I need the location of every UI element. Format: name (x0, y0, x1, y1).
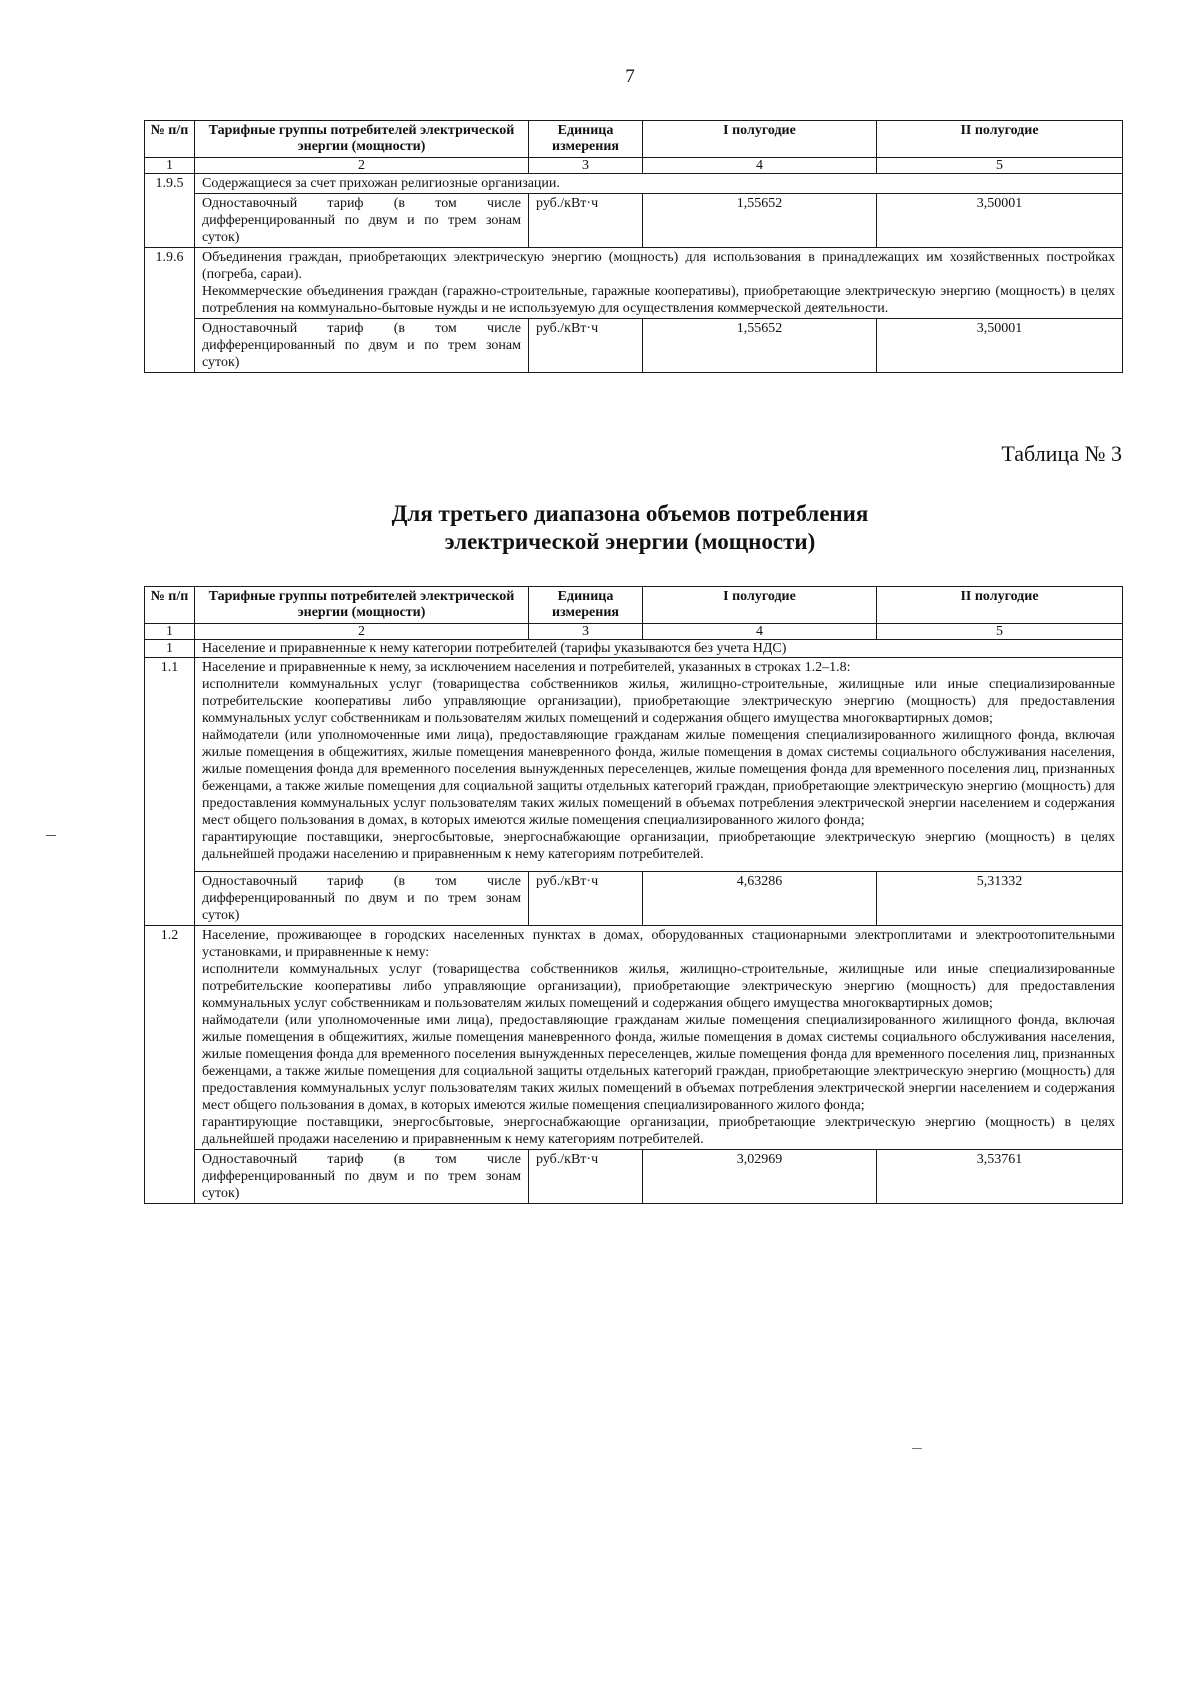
row-number: 1.2 (145, 926, 195, 1204)
header-half1: I полугодие (643, 121, 877, 158)
unit-value: руб./кВт·ч (529, 872, 643, 926)
description-paragraph: гарантирующие поставщики, энергосбытовые, энергоснабжающие организации, приобретающие электрическую энергию (мощность) в целях дальнейшей продажи населению и приравненным к нему категориям потребителей. (202, 1115, 1115, 1147)
column-index: 5 (877, 158, 1123, 174)
header-half1: I полугодие (643, 587, 877, 624)
column-index: 2 (195, 158, 529, 174)
table-row (145, 640, 1123, 658)
column-index-row (145, 624, 1123, 640)
row-description (195, 926, 1123, 1150)
description-paragraph: исполнители коммунальных услуг (товарищества собственников жилья, жилищно-строительные, жилищные или иные специализированные потребительские кооперативы либо управляющие организации), приобретающие электрическую энергию (мощность) для предоставления коммунальных услуг собственникам и пользователям жилых помещений и содержания общего имущества многоквартирных домов; (202, 962, 1115, 1011)
row-description: Содержащиеся за счет прихожан религиозные организации. (195, 174, 1123, 194)
unit-value: руб./кВт·ч (529, 319, 643, 373)
table-row (145, 926, 1123, 1150)
half1-value: 3,02969 (643, 1150, 877, 1204)
header-num: № п/п (145, 587, 195, 624)
half1-value: 1,55652 (643, 319, 877, 373)
tariff-label: Одноставочный тариф (в том числе дифференцированный по двум и по трем зонам суток) (195, 1150, 529, 1204)
table-row (145, 248, 1123, 319)
tariff-table-third-range (144, 586, 1123, 1204)
section-title-line: Для третьего диапазона объемов потребления (391, 501, 869, 526)
tariff-label: Одноставочный тариф (в том числе дифференцированный по двум и по трем зонам суток) (195, 194, 529, 248)
header-group: Тарифные группы потребителей электрической энергии (мощности) (195, 121, 529, 158)
unit-value: руб./кВт·ч (529, 1150, 643, 1204)
description-paragraph: гарантирующие поставщики, энергосбытовые, энергоснабжающие организации, приобретающие электрическую энергию (мощность) в целях дальнейшей продажи населению и приравненным к нему категориям потребителей. (202, 830, 1115, 862)
description-paragraph: наймодатели (или уполномоченные ими лица), предоставляющие гражданам жилые помещения специализированного жилищного фонда, включая жилые помещения в общежитиях, жилые помещения маневренного фонда, жилые помещения в домах системы социального обслуживания населения, жилые помещения фонда для временного поселения вынужденных переселенцев, жилые помещения фонда для временного поселения лиц, признанных беженцами, а также жилые помещения для социальной защиты отдельных категорий граждан, приобретающие электрическую энергию (мощность) для предоставления коммунальных услуг пользователям таких жилых помещений в объемах потребления электрической энергии населением и содержания мест общего пользования в домах, в которых имеются жилые помещения специализированного жилого фонда; (202, 728, 1115, 828)
table-row (145, 194, 1123, 248)
row-description (195, 248, 1123, 319)
header-unit: Единица измерения (529, 587, 643, 624)
half1-value: 4,63286 (643, 872, 877, 926)
half2-value: 3,50001 (877, 194, 1123, 248)
description-paragraph: Некоммерческие объединения граждан (гаражно-строительные, гаражные кооперативы), приобретающие электрическую энергию (мощность) в целях потребления на коммунально-бытовые нужды и не используемую для осуществления коммерческой деятельности. (202, 284, 1115, 316)
tariff-label: Одноставочный тариф (в том числе дифференцированный по двум и по трем зонам суток) (195, 872, 529, 926)
column-index: 1 (145, 158, 195, 174)
unit-value: руб./кВт·ч (529, 194, 643, 248)
header-row (145, 121, 1123, 158)
column-index: 4 (643, 158, 877, 174)
half1-value: 1,55652 (643, 194, 877, 248)
description-paragraph: наймодатели (или уполномоченные ими лица), предоставляющие гражданам жилые помещения специализированного жилищного фонда, включая жилые помещения в общежитиях, жилые помещения маневренного фонда, жилые помещения в домах системы социального обслуживания населения, жилые помещения фонда для временного поселения вынужденных переселенцев, жилые помещения фонда для временного поселения лиц, признанных беженцами, а также жилые помещения для социальной защиты отдельных категорий граждан, приобретающие электрическую энергию (мощность) для предоставления коммунальных услуг пользователям таких жилых помещений в объемах потребления электрической энергии населением и содержания мест общего пользования в домах, в которых имеются жилые помещения специализированного жилого фонда; (202, 1013, 1115, 1113)
page-number: 7 (625, 66, 635, 87)
table-label: Таблица № 3 (1001, 441, 1122, 466)
description-paragraph: Население и приравненные к нему, за исключением населения и потребителей, указанных в строках 1.2–1.8: (202, 660, 851, 675)
table-row (145, 319, 1123, 373)
row-number: 1.9.6 (145, 248, 195, 373)
half2-value: 3,53761 (877, 1150, 1123, 1204)
column-index: 1 (145, 624, 195, 640)
section-title (0, 500, 1200, 556)
row-number: 1.1 (145, 658, 195, 926)
half2-value: 5,31332 (877, 872, 1123, 926)
row-number: 1 (145, 640, 195, 658)
tariff-label: Одноставочный тариф (в том числе дифференцированный по двум и по трем зонам суток) (195, 319, 529, 373)
description-paragraph: Население, проживающее в городских населенных пунктах в домах, оборудованных стационарными электроплитами и электроотопительными установками, и приравненные к нему: (202, 928, 1115, 960)
column-index: 3 (529, 158, 643, 174)
header-half2: II полугодие (877, 121, 1123, 158)
row-number: 1.9.5 (145, 174, 195, 248)
description-paragraph: Объединения граждан, приобретающих электрическую энергию (мощность) для использования в принадлежащих им хозяйственных постройках (погреба, сараи). (202, 250, 1115, 282)
description-paragraph: исполнители коммунальных услуг (товарищества собственников жилья, жилищно-строительные, жилищные или иные специализированные потребительские кооперативы либо управляющие организации), приобретающие электрическую энергию (мощность) для предоставления коммунальных услуг собственникам и пользователям жилых помещений и содержания общего имущества многоквартирных домов; (202, 677, 1115, 726)
header-row (145, 587, 1123, 624)
half2-value: 3,50001 (877, 319, 1123, 373)
column-index: 2 (195, 624, 529, 640)
column-index: 5 (877, 624, 1123, 640)
header-unit: Единица измерения (529, 121, 643, 158)
column-index-row (145, 158, 1123, 174)
margin-mark (912, 1448, 922, 1449)
section-title-line: электрической энергии (мощности) (444, 529, 816, 554)
table-row (145, 1150, 1123, 1204)
column-index: 4 (643, 624, 877, 640)
table-row (145, 872, 1123, 926)
header-half2: II полугодие (877, 587, 1123, 624)
margin-mark (46, 835, 56, 836)
column-index: 3 (529, 624, 643, 640)
header-group: Тарифные группы потребителей электрической энергии (мощности) (195, 587, 529, 624)
header-num: № п/п (145, 121, 195, 158)
row-description (195, 658, 1123, 872)
table-row (145, 174, 1123, 194)
row-description: Население и приравненные к нему категории потребителей (тарифы указываются без учета НДС) (195, 640, 1123, 658)
tariff-table-continuation (144, 120, 1123, 373)
table-row (145, 658, 1123, 872)
